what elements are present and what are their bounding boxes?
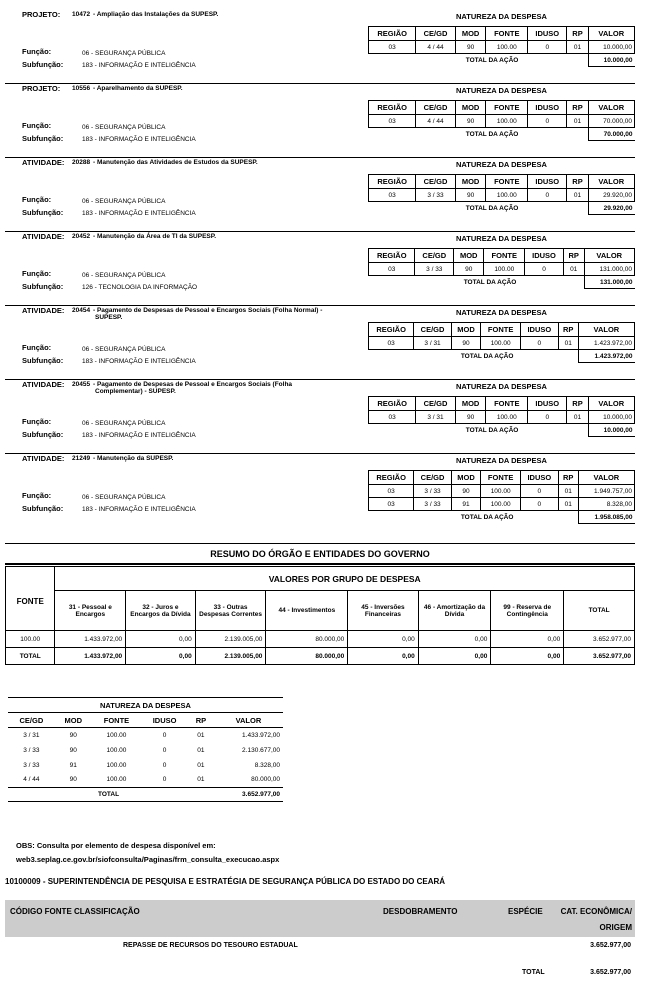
table-cell: 131.000,00 [584, 263, 634, 276]
table-cell: 100.00 [481, 337, 521, 350]
col-header: FONTE [486, 175, 528, 189]
block-divider [5, 305, 635, 306]
table-cell: 91 [451, 498, 480, 511]
table-cell: 3 / 31 [23, 731, 40, 739]
subfuncao-label: Subfunção: [22, 356, 64, 365]
natureza-header: NATUREZA DA DESPESA [456, 12, 547, 21]
natureza-summary-headers [8, 713, 283, 728]
table-cell: 0 [528, 115, 567, 128]
total-value: 29.920,00 [588, 202, 634, 215]
resumo-cell: 0,00 [348, 648, 418, 665]
col-header: VALOR [588, 101, 634, 115]
resumo-cell: 1.433.972,00 [55, 631, 126, 648]
table-cell: 4 / 44 [416, 115, 455, 128]
table-cell: 01 [558, 498, 578, 511]
resumo-cell: TOTAL [6, 648, 55, 665]
resumo-column-header: TOTAL [564, 591, 635, 631]
table-cell: 100.00 [486, 41, 528, 54]
subfuncao-value: 126 - TECNOLOGIA DA INFORMAÇÃO [82, 284, 198, 291]
table-cell: 100.00 [106, 776, 127, 784]
resumo-title: RESUMO DO ÓRGÃO E ENTIDADES DO GOVERNO [210, 549, 430, 559]
funcao-value: 06 - SEGURANÇA PÚBLICA [82, 420, 166, 427]
natureza-summary-col: FONTE [103, 715, 130, 725]
head-cat: CAT. ECONÔMICA/ [560, 907, 632, 916]
col-header: RP [558, 471, 578, 485]
table-row [8, 728, 283, 743]
natureza-table [368, 100, 635, 141]
table-cell: 90 [451, 485, 480, 498]
col-header: REGIÃO [369, 323, 414, 337]
table-cell: 03 [369, 263, 415, 276]
table-cell: 01 [197, 776, 205, 784]
natureza-summary-col: IDUSO [152, 715, 177, 725]
table-cell: 80.000,00 [251, 776, 280, 784]
table-cell: 91 [69, 761, 77, 769]
col-header: REGIÃO [369, 471, 414, 485]
total-value: 70.000,00 [588, 128, 634, 141]
col-header: MOD [455, 397, 486, 411]
table-cell: 3 / 33 [414, 485, 452, 498]
action-description: - Aparelhamento da SUPESP. [93, 85, 183, 92]
col-header: IDUSO [528, 101, 567, 115]
col-header: MOD [454, 249, 484, 263]
resumo-cell: 0,00 [348, 631, 418, 648]
orgao-total-value: 3.652.977,00 [590, 969, 631, 976]
subfuncao-value: 183 - INFORMAÇÃO E INTELIGÊNCIA [82, 358, 196, 365]
action-type: ATIVIDADE: [22, 306, 65, 315]
action-code: 20455 [72, 381, 91, 388]
table-cell: 90 [69, 746, 77, 754]
col-header: CE/GD [414, 471, 452, 485]
table-cell: 0 [162, 746, 167, 754]
table-cell: 01 [567, 411, 588, 424]
table-cell: 8.328,00 [578, 498, 634, 511]
obs-link[interactable]: web3.seplag.ce.gov.br/siofconsulta/Paginas/frm_consulta_execucao.aspx [16, 855, 280, 864]
col-header: RP [563, 249, 584, 263]
table-cell: 0 [528, 411, 567, 424]
resumo-cell: 80.000,00 [266, 648, 348, 665]
col-header: REGIÃO [369, 101, 416, 115]
table-row [8, 758, 283, 773]
block-divider [5, 157, 635, 158]
total-value: 131.000,00 [584, 276, 634, 289]
action-code: 20454 [72, 307, 91, 314]
table-cell: 70.000,00 [588, 115, 634, 128]
head-value: 3.652.977,00 [590, 942, 631, 949]
orgao-total-label: TOTAL [522, 969, 545, 976]
total-label: TOTAL DA AÇÃO [465, 56, 519, 64]
table-cell: 0 [528, 189, 567, 202]
table-cell: 0 [162, 731, 167, 739]
col-header: IDUSO [528, 175, 567, 189]
col-header: VALOR [578, 323, 634, 337]
action-type: ATIVIDADE: [22, 454, 65, 463]
action-description: - Manutenção das Atividades de Estudos da SUPESP. [93, 159, 258, 166]
table-cell: 03 [369, 41, 416, 54]
col-header: FONTE [486, 101, 528, 115]
table-cell: 100.00 [486, 189, 528, 202]
natureza-table [368, 322, 635, 363]
table-cell: 01 [558, 337, 578, 350]
natureza-summary-table [8, 697, 283, 802]
table-row [369, 115, 635, 128]
total-value: 1.423.972,00 [578, 350, 634, 363]
table-cell: 0 [521, 337, 559, 350]
funcao-value: 06 - SEGURANÇA PÚBLICA [82, 346, 166, 353]
action-description: - Manutenção da SUPESP. [93, 455, 174, 462]
subfuncao-label: Subfunção: [22, 134, 64, 143]
action-code: 20452 [72, 233, 91, 240]
table-cell: 01 [567, 189, 588, 202]
subfuncao-value: 183 - INFORMAÇÃO E INTELIGÊNCIA [82, 210, 196, 217]
col-header: REGIÃO [369, 249, 415, 263]
col-header: RP [567, 175, 588, 189]
table-cell: 10.000,00 [588, 41, 634, 54]
head-especie: ESPÉCIE [508, 907, 543, 916]
col-header: IDUSO [528, 397, 567, 411]
fonte-header: FONTE [6, 567, 55, 631]
natureza-header: NATUREZA DA DESPESA [456, 160, 547, 169]
table-cell: 4 / 44 [416, 41, 455, 54]
col-header: RP [567, 27, 588, 41]
col-header: FONTE [486, 27, 528, 41]
col-header: VALOR [588, 175, 634, 189]
table-cell: 0 [528, 41, 567, 54]
subfuncao-label: Subfunção: [22, 430, 64, 439]
natureza-summary-total-label: TOTAL [98, 791, 120, 798]
col-header: MOD [451, 471, 480, 485]
resumo-column-header: 45 - Inversões Financeiras [348, 591, 418, 631]
resumo-table [5, 566, 635, 665]
total-value: 10.000,00 [588, 424, 634, 437]
natureza-summary-col: VALOR [235, 715, 262, 725]
block-divider [5, 453, 635, 454]
funcao-label: Função: [22, 343, 52, 352]
table-cell: 01 [567, 41, 588, 54]
total-label: TOTAL DA AÇÃO [460, 513, 514, 521]
natureza-table [368, 470, 635, 524]
funcao-value: 06 - SEGURANÇA PÚBLICA [82, 494, 166, 501]
table-row [8, 743, 283, 758]
natureza-table [368, 26, 635, 67]
natureza-summary-col: MOD [64, 715, 83, 725]
table-cell: 3 / 31 [416, 411, 455, 424]
resumo-row [6, 648, 635, 665]
action-type: PROJETO: [22, 10, 61, 19]
resumo-cell: 80.000,00 [266, 631, 348, 648]
natureza-header: NATUREZA DA DESPESA [456, 382, 547, 391]
subfuncao-value: 183 - INFORMAÇÃO E INTELIGÊNCIA [82, 136, 196, 143]
table-cell: 90 [69, 731, 77, 739]
table-cell: 3 / 33 [415, 263, 454, 276]
table-cell: 0 [521, 485, 559, 498]
col-header: FONTE [486, 397, 528, 411]
action-code: 20288 [72, 159, 91, 166]
natureza-summary-title: NATUREZA DA DESPESA [100, 700, 191, 710]
table-cell: 3 / 33 [414, 498, 452, 511]
col-header: CE/GD [416, 101, 455, 115]
table-cell: 1.423.972,00 [578, 337, 634, 350]
table-cell: 0 [162, 761, 167, 769]
table-cell: 100.00 [481, 498, 521, 511]
orgao-title: 10100009 - SUPERINTENDÊNCIA DE PESQUISA E ESTRATÉGIA DE SEGURANÇA PÚBLICA DO ESTADO DO CEARÁ [5, 877, 446, 886]
table-row [369, 189, 635, 202]
col-header: REGIÃO [369, 175, 416, 189]
table-cell: 8.328,00 [254, 761, 280, 769]
resumo-column-headers [6, 591, 635, 631]
table-cell: 1.433.972,00 [242, 731, 280, 739]
table-cell: 3 / 33 [416, 189, 455, 202]
total-label: TOTAL DA AÇÃO [465, 426, 519, 434]
subfuncao-value: 183 - INFORMAÇÃO E INTELIGÊNCIA [82, 432, 196, 439]
table-cell: 01 [563, 263, 584, 276]
total-label: TOTAL DA AÇÃO [460, 352, 514, 360]
table-cell: 03 [369, 115, 416, 128]
col-header: FONTE [481, 323, 521, 337]
col-header: RP [558, 323, 578, 337]
head-codigo: CÓDIGO FONTE CLASSIFICAÇÃO [10, 907, 140, 916]
col-header: CE/GD [416, 397, 455, 411]
total-label: TOTAL DA AÇÃO [465, 130, 519, 138]
table-cell: 29.920,00 [588, 189, 634, 202]
resumo-cell: 1.433.972,00 [55, 648, 126, 665]
funcao-label: Função: [22, 121, 52, 130]
natureza-summary-col: CE/GD [19, 715, 44, 725]
col-header: MOD [451, 323, 480, 337]
table-cell: 100.00 [484, 263, 525, 276]
resumo-cell: 2.139.005,00 [195, 631, 266, 648]
resumo-column-header: 44 - Investimentos [266, 591, 348, 631]
col-header: IDUSO [525, 249, 564, 263]
col-header: CE/GD [416, 27, 455, 41]
resumo-column-header: 31 - Pessoal e Encargos [55, 591, 126, 631]
table-cell: 2.130.677,00 [242, 746, 280, 754]
natureza-header: NATUREZA DA DESPESA [456, 86, 547, 95]
col-header: MOD [455, 175, 486, 189]
resumo-cell: 3.652.977,00 [564, 631, 635, 648]
table-cell: 90 [454, 263, 484, 276]
divider [5, 543, 635, 544]
action-description: - Pagamento de Despesas de Pessoal e Encargos Sociais (Folha Complementar) - SUPESP. [93, 381, 293, 395]
block-divider [5, 83, 635, 84]
action-description: - Pagamento de Despesas de Pessoal e Encargos Sociais (Folha Normal) - SUPESP. [93, 307, 323, 321]
total-value: 1.958.085,00 [578, 511, 634, 524]
action-type: ATIVIDADE: [22, 158, 65, 167]
resumo-cell: 0,00 [126, 648, 196, 665]
subfuncao-label: Subfunção: [22, 208, 64, 217]
resumo-cell: 0,00 [418, 648, 491, 665]
subfuncao-label: Subfunção: [22, 60, 64, 69]
table-cell: 90 [455, 411, 486, 424]
col-header: FONTE [484, 249, 525, 263]
resumo-column-header: 99 - Reserva de Contingência [491, 591, 564, 631]
funcao-label: Função: [22, 417, 52, 426]
table-cell: 01 [197, 731, 205, 739]
total-label: TOTAL DA AÇÃO [463, 278, 517, 286]
natureza-summary-total: 3.652.977,00 [242, 791, 280, 798]
action-code: 10556 [72, 85, 91, 92]
table-row [369, 485, 635, 498]
col-header: VALOR [588, 27, 634, 41]
resumo-cell: 0,00 [126, 631, 196, 648]
table-row [369, 498, 635, 511]
action-type: ATIVIDADE: [22, 232, 65, 241]
resumo-row [6, 631, 635, 648]
resumo-column-header: 33 - Outras Despesas Correntes [195, 591, 266, 631]
col-header: RP [567, 101, 588, 115]
funcao-label: Função: [22, 269, 52, 278]
table-row [369, 411, 635, 424]
table-cell: 3 / 31 [414, 337, 452, 350]
col-header: MOD [455, 27, 486, 41]
natureza-summary-col: RP [195, 715, 207, 725]
table-cell: 10.000,00 [588, 411, 634, 424]
table-cell: 4 / 44 [23, 776, 40, 784]
resumo-column-header: 32 - Juros e Encargos da Dívida [126, 591, 196, 631]
resumo-cell: 0,00 [491, 631, 564, 648]
total-value: 10.000,00 [588, 54, 634, 67]
natureza-table [368, 248, 635, 289]
total-label: TOTAL DA AÇÃO [465, 204, 519, 212]
table-row [369, 337, 635, 350]
action-type: ATIVIDADE: [22, 380, 65, 389]
table-cell: 100.00 [106, 731, 127, 739]
funcao-label: Função: [22, 195, 52, 204]
action-code: 10472 [72, 11, 91, 18]
table-cell: 1.949.757,00 [578, 485, 634, 498]
action-description: - Ampliação das Instalações da SUPESP. [93, 11, 219, 18]
col-header: CE/GD [415, 249, 454, 263]
repasse-label: REPASSE DE RECURSOS DO TESOURO ESTADUAL [123, 942, 298, 949]
table-cell: 90 [455, 115, 486, 128]
table-cell: 03 [369, 189, 416, 202]
action-type: PROJETO: [22, 84, 61, 93]
resumo-cell: 2.139.005,00 [195, 648, 266, 665]
table-cell: 90 [455, 189, 486, 202]
table-cell: 100.00 [106, 746, 127, 754]
table-cell: 100.00 [106, 761, 127, 769]
subfuncao-value: 183 - INFORMAÇÃO E INTELIGÊNCIA [82, 506, 196, 513]
resumo-divider [5, 563, 635, 565]
block-divider [5, 231, 635, 232]
table-cell: 90 [455, 41, 486, 54]
col-header: VALOR [588, 397, 634, 411]
natureza-header: NATUREZA DA DESPESA [456, 234, 547, 243]
head-origem: ORIGEM [599, 923, 632, 932]
action-description: - Manutenção da Área de TI da SUPESP. [93, 233, 217, 240]
col-header: RP [567, 397, 588, 411]
funcao-value: 06 - SEGURANÇA PÚBLICA [82, 124, 166, 131]
resumo-cell: 0,00 [418, 631, 491, 648]
col-header: IDUSO [521, 323, 559, 337]
natureza-table [368, 396, 635, 437]
table-cell: 0 [162, 776, 167, 784]
obs-line1: OBS: Consulta por elemento de despesa disponível em: [16, 841, 216, 850]
table-cell: 0 [521, 498, 559, 511]
table-cell: 0 [525, 263, 564, 276]
col-header: CE/GD [414, 323, 452, 337]
table-cell: 90 [451, 337, 480, 350]
col-header: IDUSO [521, 471, 559, 485]
funcao-value: 06 - SEGURANÇA PÚBLICA [82, 272, 166, 279]
funcao-label: Função: [22, 47, 52, 56]
table-row [369, 41, 635, 54]
group-header: VALORES POR GRUPO DE DESPESA [55, 567, 635, 591]
col-header: MOD [455, 101, 486, 115]
col-header: VALOR [584, 249, 634, 263]
resumo-column-header: 46 - Amortização da Dívida [418, 591, 491, 631]
resumo-cell: 3.652.977,00 [564, 648, 635, 665]
col-header: IDUSO [528, 27, 567, 41]
table-cell: 03 [369, 337, 414, 350]
subfuncao-value: 183 - INFORMAÇÃO E INTELIGÊNCIA [82, 62, 196, 69]
table-row [369, 263, 635, 276]
col-header: REGIÃO [369, 397, 416, 411]
action-code: 21249 [72, 455, 91, 462]
col-header: FONTE [481, 471, 521, 485]
natureza-header: NATUREZA DA DESPESA [456, 456, 547, 465]
table-cell: 100.00 [486, 115, 528, 128]
col-header: REGIÃO [369, 27, 416, 41]
resumo-cell: 0,00 [491, 648, 564, 665]
col-header: CE/GD [416, 175, 455, 189]
head-desdobramento: DESDOBRAMENTO [383, 907, 458, 916]
table-cell: 03 [369, 411, 416, 424]
block-divider [5, 379, 635, 380]
table-cell: 01 [567, 115, 588, 128]
funcao-value: 06 - SEGURANÇA PÚBLICA [82, 198, 166, 205]
table-cell: 01 [558, 485, 578, 498]
table-cell: 3 / 33 [23, 746, 40, 754]
natureza-table [368, 174, 635, 215]
funcao-value: 06 - SEGURANÇA PÚBLICA [82, 50, 166, 57]
table-cell: 100.00 [481, 485, 521, 498]
funcao-label: Função: [22, 491, 52, 500]
orgao-header-bar [5, 900, 635, 937]
col-header: VALOR [578, 471, 634, 485]
subfuncao-label: Subfunção: [22, 282, 64, 291]
table-cell: 100.00 [486, 411, 528, 424]
table-cell: 3 / 33 [23, 761, 40, 769]
table-cell: 01 [197, 761, 205, 769]
table-cell: 90 [69, 776, 77, 784]
resumo-cell: 100.00 [6, 631, 55, 648]
table-cell: 01 [197, 746, 205, 754]
natureza-header: NATUREZA DA DESPESA [456, 308, 547, 317]
table-row [8, 773, 283, 788]
table-cell: 03 [369, 485, 414, 498]
table-cell: 03 [369, 498, 414, 511]
subfuncao-label: Subfunção: [22, 504, 64, 513]
